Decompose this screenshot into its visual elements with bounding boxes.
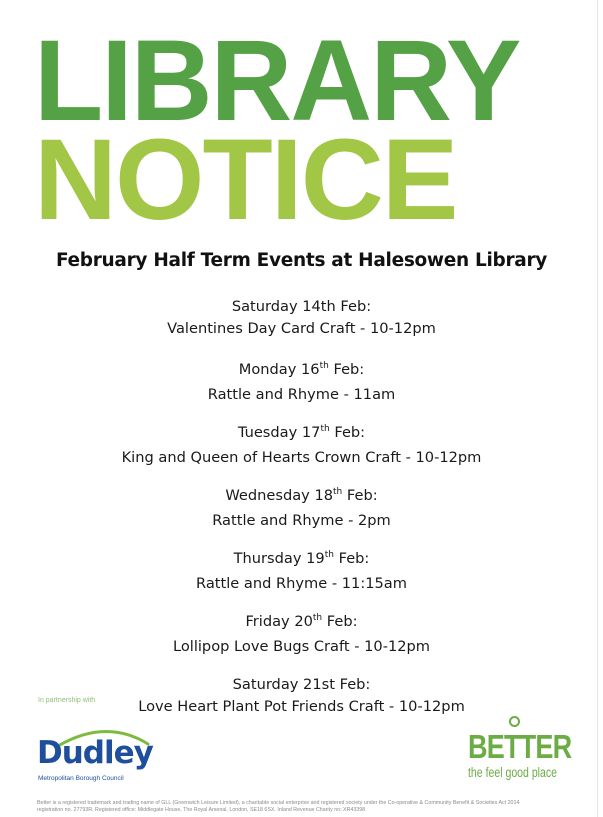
event-date: Saturday 14th Feb: bbox=[231, 298, 372, 315]
events-heading: February Half Term Events at Halesowen Library bbox=[55, 250, 548, 271]
event-activity: Love Heart Plant Pot Friends Craft - 10-12pm bbox=[138, 697, 465, 715]
better-logo bbox=[466, 714, 572, 784]
event-date: Wednesday 18th Feb: bbox=[225, 487, 378, 504]
event-item bbox=[0, 485, 603, 548]
event-item bbox=[0, 611, 603, 674]
event-list bbox=[0, 296, 603, 737]
legal-footer bbox=[37, 800, 519, 813]
footer-line: registration no. 27793R. Registered office: Middlegate House, The Royal Arsenal, London, SE18 6SX. Inland Revenue Charity no: XR43398 bbox=[37, 806, 366, 813]
footer-line: Better is a registered trademark and trading name of GLL (Greenwich Leisure Limited), a charitable social enterprise and registered society under the Co-operative & Community Benefit & Societies Act 2014 bbox=[37, 800, 520, 806]
dudley-wordmark: Dudley bbox=[37, 735, 153, 771]
better-dot-icon bbox=[509, 716, 520, 727]
better-tagline: the feel good place bbox=[468, 765, 557, 780]
dudley-subtitle: Metropolitan Borough Council bbox=[38, 775, 124, 782]
event-date: Tuesday 17th Feb: bbox=[237, 424, 366, 441]
better-wordmark: BETTER bbox=[468, 728, 572, 765]
event-item bbox=[0, 296, 603, 359]
event-date: Friday 20th Feb: bbox=[245, 613, 358, 630]
event-activity: Rattle and Rhyme - 11:15am bbox=[196, 574, 407, 592]
event-item bbox=[0, 359, 603, 422]
event-date: Monday 16th Feb: bbox=[238, 361, 365, 378]
partnership-label: In partnership with bbox=[38, 697, 96, 704]
event-activity: King and Queen of Hearts Crown Craft - 10-12pm bbox=[121, 448, 482, 466]
dudley-council-logo bbox=[36, 724, 156, 784]
event-date: Saturday 21st Feb: bbox=[232, 676, 371, 693]
title-notice: NOTICE bbox=[34, 116, 457, 244]
event-activity: Lollipop Love Bugs Craft - 10-12pm bbox=[172, 637, 431, 655]
event-date: Thursday 19th Feb: bbox=[233, 550, 370, 567]
event-activity: Valentines Day Card Craft - 10-12pm bbox=[167, 319, 436, 337]
event-item bbox=[0, 548, 603, 611]
event-activity: Rattle and Rhyme - 11am bbox=[207, 385, 396, 403]
event-activity: Rattle and Rhyme - 2pm bbox=[212, 511, 391, 529]
event-item bbox=[0, 422, 603, 485]
title-library: LIBRARY bbox=[34, 17, 520, 145]
